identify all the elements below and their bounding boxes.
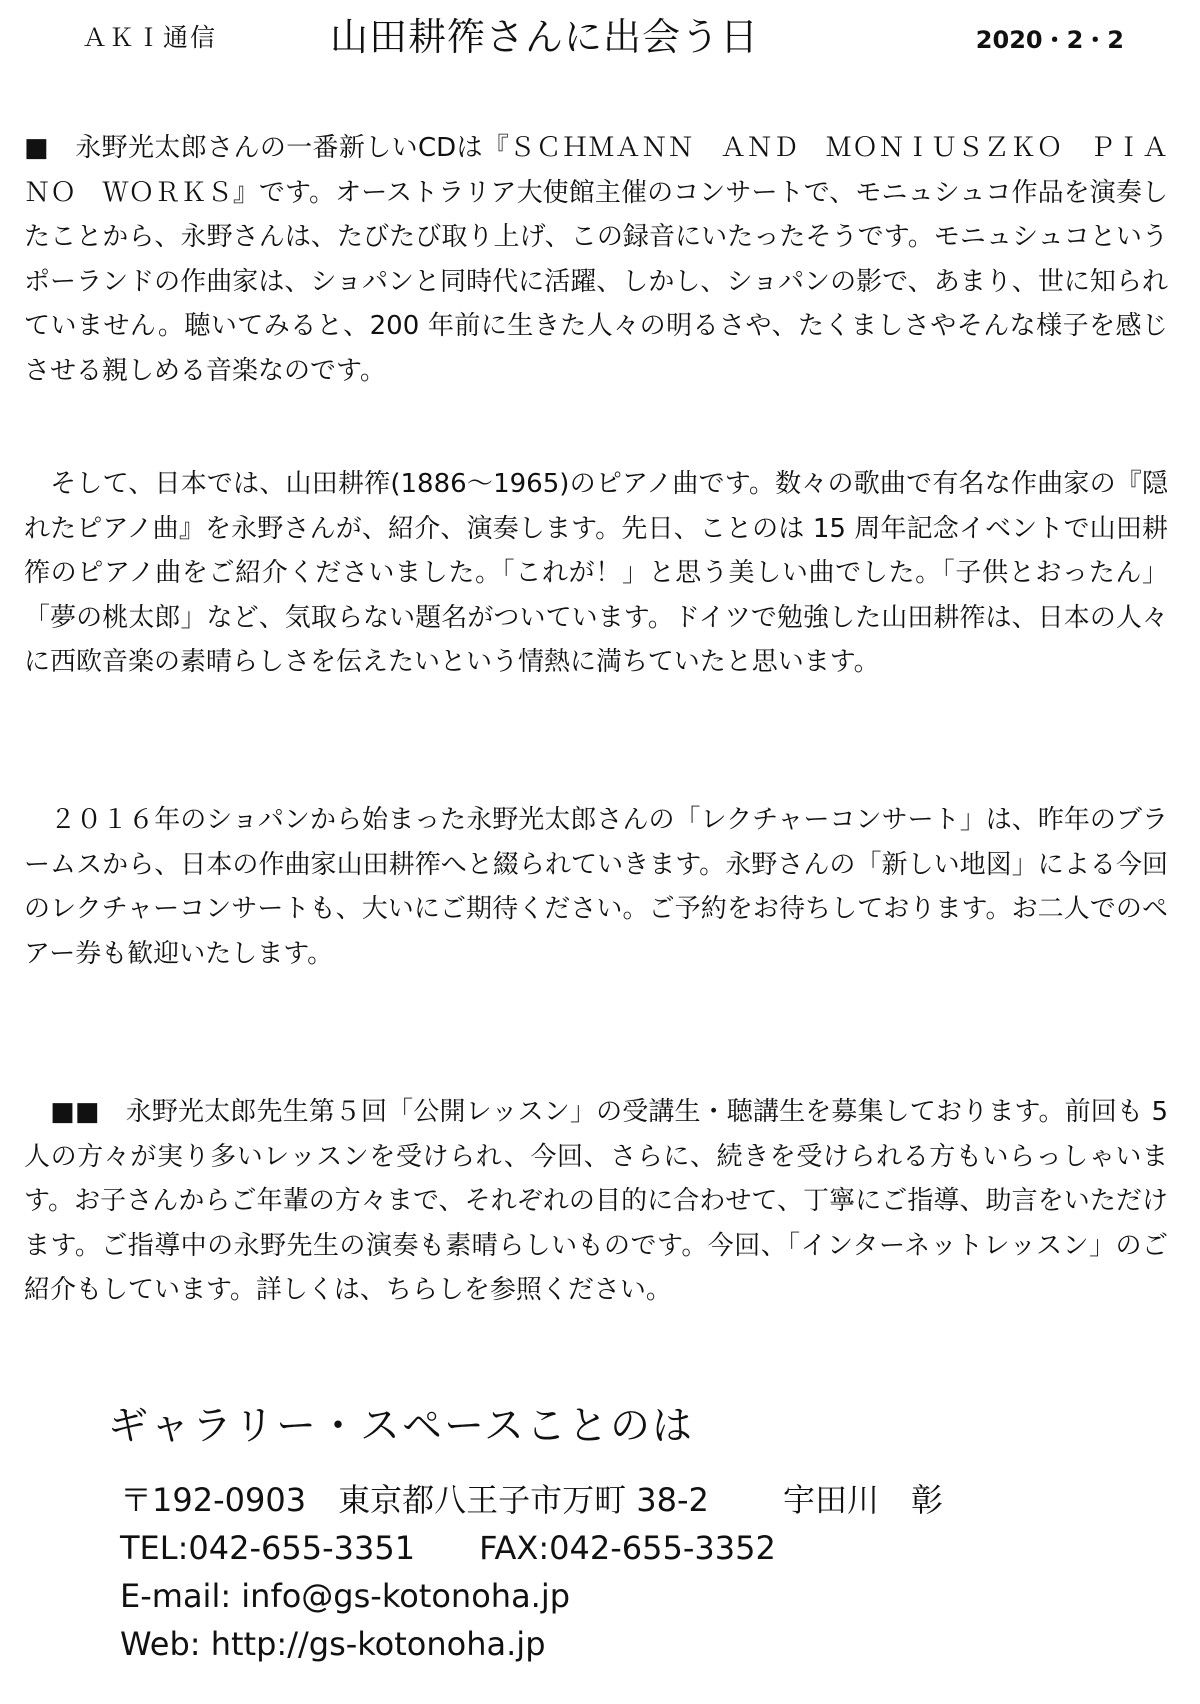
newsletter-name: ＡＫＩ通信 (82, 23, 218, 52)
document-header (0, 0, 1200, 80)
web-line: Web: http://gs-kotonoha.jp (120, 1625, 546, 1663)
paragraph-public-lesson: ■■ 永野光太郎先生第５回「公開レッスン」の受講生・聴講生を募集しております。前回も 5 人の方々が実り多いレッスンを受けられ、今回、さらに、続きを受けられる方もいらっしゃいます。お子さんからご年輩の方々まで、それぞれの目的に合わせて、丁寧にご指導、助言をいただけます。ご指導中の永野先生の演奏も素晴らしいものです。今回、「インターネットレッスン」のご紹介もしています。詳しくは、ちらしを参照ください。 (24, 1097, 1168, 1306)
contact-block (108, 1398, 1108, 1668)
page-title: 山田耕筰さんに出会う日 (330, 15, 760, 59)
email-line: E-mail: info@gs-kotonoha.jp (120, 1577, 571, 1615)
paragraph-yamada-piano-works: そして、日本では、山田耕筰(1886〜1965)のピアノ曲です。数々の歌曲で有名な作曲家の『隠れたピアノ曲』を永野さんが、紹介、演奏します。先日、ことのは 15 周年記念イベントで山田耕筰のピアノ曲をご紹介くださいました。「これが！」と思う美しい曲でした。「子供とおったん」「夢の桃太郎」など、気取らない題名がついています。ドイツで勉強した山田耕筰は、日本の人々に西欧音楽の素晴らしさを伝えたいという情熱に満ちていたと思います。 (24, 469, 1168, 678)
issue-date: 2020・2・2 (975, 26, 1124, 54)
address-line: 〒192-0903 東京都八王子市万町 38-2 宇田川 彰 (120, 1481, 944, 1519)
paragraph-cd-release: ■ 永野光太郎さんの一番新しいCDは『ＳＣＨＭＡＮＮ ＡＮＤ ＭＯＮＩＵＳＺＫＯ ＰＩＡＮＯ ＷＯＲＫＳ』です。オーストラリア大使館主催のコンサートで、モニュシュコ作品を演奏したことから、永野さんは、たびたび取り上げ、この録音にいたったそうです。モニュシュコというポーランドの作曲家は、ショパンと同時代に活躍、しかし、ショパンの影で、あまり、世に知られていません。聴いてみると、200 年前に生きた人々の明るさや、たくましさやそんな様子を感じさせる親しめる音楽なのです。 (24, 133, 1168, 386)
phone-fax-line: TEL:042-655-3351 FAX:042-655-3352 (120, 1529, 776, 1567)
paragraph-lecture-concert: ２０１６年のショパンから始まった永野光太郎さんの「レクチャーコンサート」は、昨年のブラームスから、日本の作曲家山田耕筰へと綴られていきます。永野さんの「新しい地図」による今回のレクチャーコンサートも、大いにご期待ください。ご予約をお待ちしております。お二人でのペアー券も歓迎いたします。 (24, 805, 1168, 969)
gallery-name: ギャラリー・スペースことのは (108, 1403, 694, 1449)
